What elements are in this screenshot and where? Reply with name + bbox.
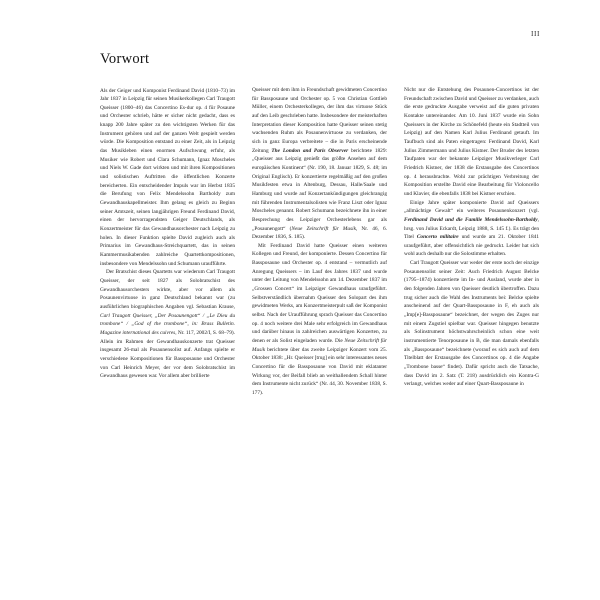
text-run: und wurde am 21. Oktober 1841 uraufgeführt, aber offensichtlich nie gedruckt. Leider hat sich wohl auch deshalb nur die Solostimme erhalten. <box>404 234 539 258</box>
column-right-body <box>404 86 539 389</box>
text-run: berichtete über das zweite Leipziger Konzert vom 25. Oktober 1838: „Hr. Queisser [trug] ein sehr interessantes neues Concertino für die Bassposaune von David mit eklatanter Wirkung vor, der Beifall blieb an weithallendem Schall hinter dem Instrumente nicht zurück“ (Nr. 44, 30. November 1838, S. 177). <box>252 346 387 396</box>
text-run: Als der Geiger und Komponist Ferdinand David (1810–73) im Jahr 1837 in Leipzig für seinen Musikerkollegen Carl Traugott Queisser (1800–46) das Concertino Es-dur op. 4 für Posaune und Orchester schrieb, hätte er sicher nicht gedacht, dass es knapp 200 Jahre später zu den wichtigsten Werken für das Instrument gehören und auf der ganzen Welt gespielt werden würde. Die Komposition entstand zu einer Zeit, als in Leipzig das Musikleben einen enormen Aufschwung erfuhr, als Musiker wie Robert und Clara Schumann, Ignaz Moscheles und Niels W. Gade dort wirkten und mit ihren Kompositionen und solistischen Auftritten die öffentlichen Konzerte bereicherten. Ein entscheidender Impuls war im Herbst 1835 die Berufung von Felix Mendelssohn Bartholdy zum Gewandhauskapellmeister. Ihm gelang es gleich zu Beginn seiner Amtszeit, seinen langjährigen Freund Ferdinand David, einen der hervorragendsten Geiger Deutschlands, als Konzertmeister für das Gewandhausorchester nach Leipzig zu holen. In dieser Funktion spielte David zugleich auch als Primarius im Gewandhaus-Streichquartett, das in seinen Kammermusikabenden zahlreiche Quartettkompositionen, insbesondere von Mendelssohn und Schumann uraufführte. <box>100 87 235 267</box>
column-middle-spacer <box>252 52 387 86</box>
emphasis-run: Neue Zeitschrift für Musik <box>291 225 356 232</box>
column-left-body <box>100 87 235 381</box>
emphasis-run: Carl Traugott Queisser, „Der Posaunengott“ / „Le Dieu du trombone“ / „God of the trombone“, in: Brass Bulletin. Magazine international des cuivres <box>100 312 235 336</box>
text-run: Carl Traugott Queisser war weder der erste noch der einzige Posaunensolist seiner Zeit: Auch Friedrich August Belcke (1795–1874) konzertierte im In- und Ausland, wurde aber in den folgenden Jahren von Queisser deutlich übertroffen. Dazu trug sicher auch die Wahl des Instruments bei: Belcke spielte anscheinend auf der Quart-Bassposaune in F, eh auch als „Imp[e]-Bassposaune“ bezeichnet, der wegen des Zuges nur mit einem Zugstiel spielbar war. Queisser hingegen benutzte als Solinstrument höchstwahrscheinlich schon eine weit instrumentierte Tenorposaune in B, die man damals ebenfalls als „Bassposaune“ bezeichnete (worauf es sich auch auf dem Titelblatt der Erstausgabe des Concertinos op. 4 die Angabe „Trombone basse“ findet). Dafür spricht auch die Tatsache, dass David im 2. Satz (T. 218) ausdrücklich ein Kontra-G verlangt, welches weder auf einer Quart-Bassposaune in <box>404 260 539 388</box>
emphasis-run: Ferdinand David und die Familie Mendelssohn-Bartholdy <box>404 216 538 223</box>
paragraph <box>404 259 539 389</box>
emphasis-run: The London and Paris Observer <box>271 147 349 154</box>
text-run: berichtete 1829: „Queisser aus Leipzig genießt das größte Ansehen auf dem europäischen Kontinent“ (Nr. 190, 18. Januar 1829, S. 48; im Original Englisch). Er konzertierte regelmäßig auf den großen Musikfesten etwa in Altenburg, Dessau, Halle/Saale und Hamburg und wurde auf Konzertankündigungen gleichrangig mit führenden Instrumentalsolisten wie Franz Liszt oder Ignaz Moscheles genannt. Robert Schumann bezeichnete ihn in einer Besprechung des Leipziger Orchesterlebens gar als „Posaunengott“ ( <box>252 147 387 232</box>
paragraph <box>404 199 539 260</box>
text-run: , hrsg. von Julius Eckardt, Leipzig 1888, S. 145 f.). Es trägt den Titel <box>404 216 539 241</box>
text-run: , Nr. 117, 2002/I, S. 68–79). Allein im Rahmen der Gewandhauskonzerte trat Queisser insgesamt 26-mal als Posaunensolist auf. Anfangs spielte er verschiedene Kompositionen für Bassposaune und Orchester von Carl Heinrich Meyer, der vor dem Solobratschist im Gewandhaus gewesen war. Vor allem aber brillierte <box>100 329 236 380</box>
paragraph <box>100 268 235 381</box>
text-run: Nicht nur die Entstehung des Posaunen-Concertinos ist der Freundschaft zwischen David und Queisser zu verdanken, auch die erste gedruckte Ausgabe verweist auf die guten privaten Kontakte untereinander. Am 10. Juni 1837 wurde ein Sohn Queissers in der Kirche zu Schönefeld (heute ein Stadtteil von Leipzig) auf den Namen Karl Julius Ferdinand getauft. Im Taufbuch sind als Paten eingetragen: Ferdinand David, Karl Julius Zimmermann und Julius Kistner. Der Bruder des letzten Taufpaten war der bekannte Leipziger Musikverleger Carl Friedrich Kistner, der 1838 die Erstausgabe des Concertinos op. 4 herausbrachte. Wohl zur prächtigen Verbreitung der Komposition erstellte David eine Bearbeitung für Violoncello und Klavier, die ebenfalls 1838 bei Kistner erschien. <box>404 87 539 197</box>
paragraph <box>252 242 387 398</box>
text-columns <box>100 52 540 552</box>
text-run: Queisser mit dem ihm in Freundschaft gewidmeten Concertino für Bassposaune und Orchester op. 5 von Christian Gottlieb Müller, einem Orchesterkollegen, der ihm das virtuose Stück auf den Leib geschrieben hatte. Insbesondere der meisterhaften Interpretation dieser Komposition hatte Queisser seinen stetig wachsenden Ruhm als Posaunenvirtuose zu verdanken, der sich in ganz Europa verbreitete – die in Paris erscheinende Zeitung <box>252 87 387 154</box>
column-right-spacer <box>404 52 539 86</box>
text-run: , Nr. 46, 6. Dezember 1836, S. 185). <box>252 225 387 241</box>
page-title: Vorwort <box>100 51 150 67</box>
text-run: Der Bratschist dieses Quartetts war wiederum Carl Traugott Queisser, der seit 1827 als Solobratschist des Gewandhausorchesters wirkte, aber vor allem als Posaunenvirtuose in ganz Deutschland bekannt war (zu ausführlichen biographischen Angaben vgl. Sebastian Krause, <box>100 269 235 310</box>
column-left <box>100 52 235 381</box>
emphasis-run: Concerto militaire <box>416 234 459 241</box>
column-middle <box>252 52 387 398</box>
text-run: Einige Jahre später komponierte David auf Queissers „allmächtige Gewalt“ ein weiteres Posaunenkonzert (vgl. <box>404 199 539 215</box>
paragraph <box>100 87 235 269</box>
paragraph <box>252 86 387 242</box>
text-run: Mit Ferdinand David hatte Queisser einen weiteren Kollegen und Freund, der komponierte. Dessen Concertino für Bassposaune und Orchester op. 4 entstand – vermutlich auf Anregung Queissers – im Lauf des Jahres 1837 und wurde unter der Leitung von Mendelssohn am 14. Dezember 1837 im „Grossen Concert“ im Leipziger Gewandhaus uraufgeführt. Selbstverständlich übernahm Queisser den Solopart des ihm gewidmeten Werks, am Konzertmeisterpult saß der Komponist selbst. Nach der Uraufführung sprach Queisser das Concertino op. 4 noch weitere drei Male sehr erfolgreich im Gewandhaus und darüber hinaus in zahlreichen auswärtigen Konzerten, zu denen er als Solist eingeladen wurde. Die <box>252 242 387 345</box>
emphasis-run: Neue Zeitschrift für Musik <box>252 338 387 353</box>
paragraph <box>404 86 539 199</box>
column-middle-body <box>252 86 387 398</box>
page-number: III <box>531 30 540 38</box>
column-right <box>404 52 539 389</box>
